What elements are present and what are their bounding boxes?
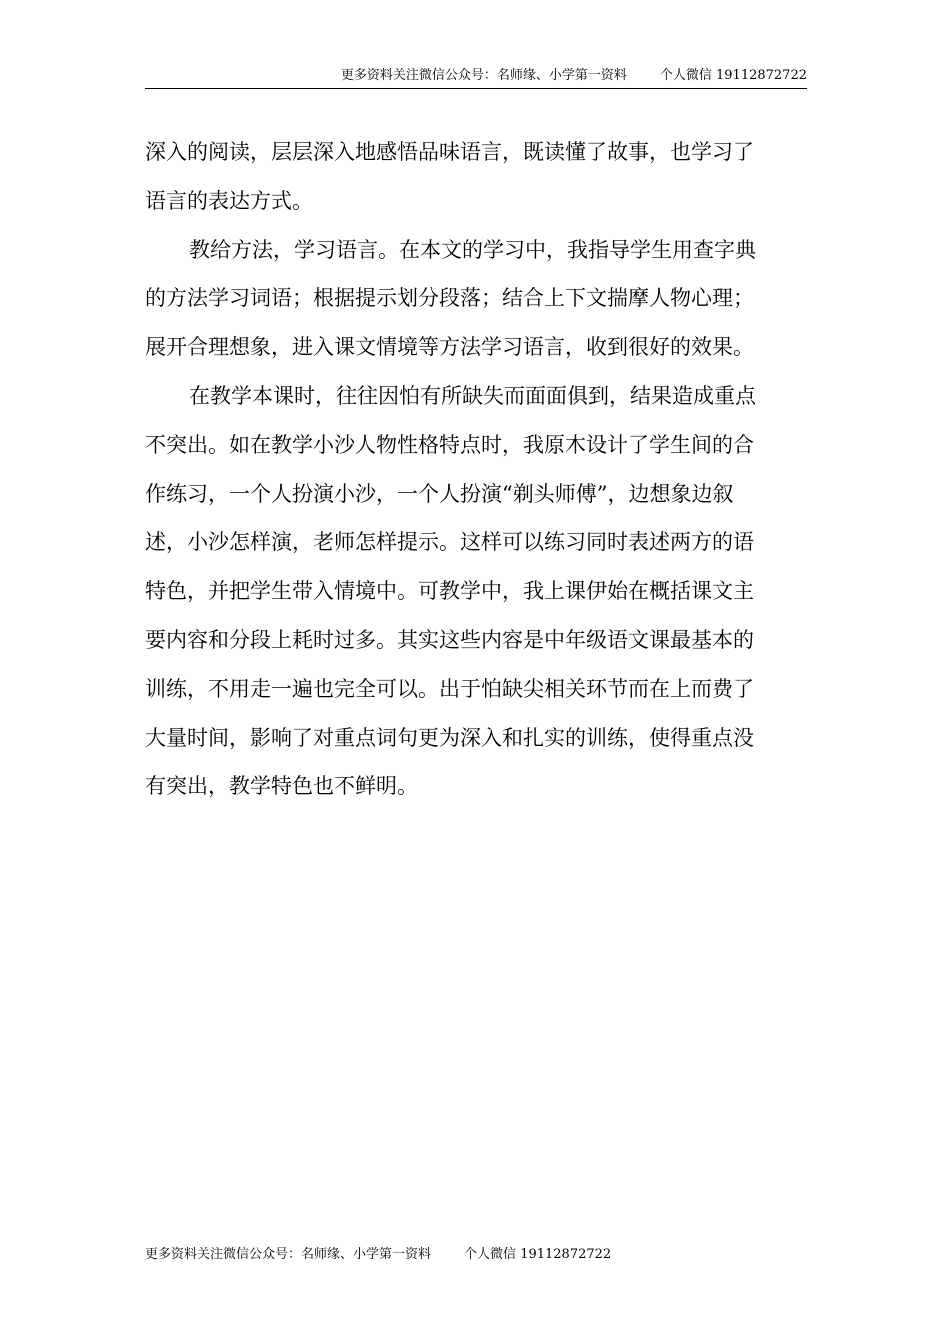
page-header xyxy=(145,68,807,89)
text-line: 训练，不用走一遍也完全可以。出于怕缺尖相关环节而在上而费了 xyxy=(145,676,754,701)
text-line: 述，小沙怎样演，老师怎样提示。这样可以练习同时表述两方的语 xyxy=(145,530,754,555)
page-footer: 更多资料关注微信公众号：名师缘、小学第一资料 个人微信 19112872722 xyxy=(145,1247,612,1262)
text-line: 不突出。如在教学小沙人物性格特点时，我原木设计了学生间的合 xyxy=(145,432,754,457)
text-line: 的方法学习词语；根据提示划分段落；结合上下文揣摩人物心理； xyxy=(145,286,754,311)
text-line: 深入的阅读，层层深入地感悟品味语言，既读懂了故事，也学习了 xyxy=(145,140,754,164)
text-line: 大量时间，影响了对重点词句更为深入和扎实的训练，使得重点没 xyxy=(145,725,754,750)
text-line: 有突出，教学特色也不鲜明。 xyxy=(145,774,418,799)
text-line: 特色，并把学生带入情境中。可教学中，我上课伊始在概括课文主 xyxy=(145,579,754,604)
text-line: 在教学本课时，往往因怕有所缺失而面面俱到，结果造成重点 xyxy=(189,383,756,408)
text-line: 语言的表达方式。 xyxy=(145,188,313,213)
text-line: 作练习，一个人扮演小沙，一个人扮演“剃头师傅”，边想象边叙 xyxy=(145,481,734,506)
text-line: 要内容和分段上耗时过多。其实这些内容是中年级语文课最基本的 xyxy=(145,627,754,652)
text-line: 展开合理想象，进入课文情境等方法学习语言，收到很好的效果。 xyxy=(145,335,754,360)
document-body xyxy=(145,128,807,811)
header-text: 更多资料关注微信公众号：名师缘、小学第一资料 个人微信 19112872722 xyxy=(340,68,807,83)
text-line: 教给方法，学习语言。在本文的学习中，我指导学生用查字典 xyxy=(189,237,756,262)
